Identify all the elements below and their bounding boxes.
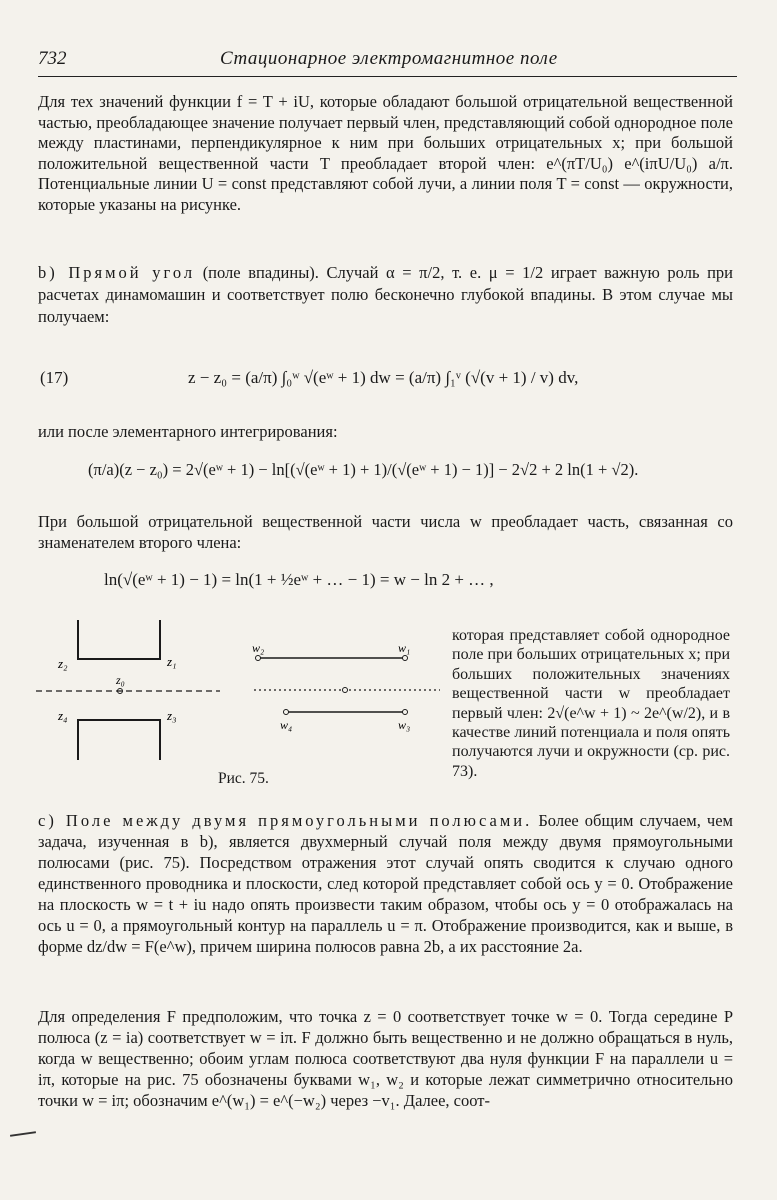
section-c-heading: c) Поле между двумя прямоугольными полюсами. — [38, 811, 533, 830]
figure-75 — [30, 612, 440, 772]
equation-17-number: (17) — [40, 368, 69, 387]
section-c-text: Более общим случаем, чем задача, изученная в b), является двухмерный случай поля между двумя прямоугольными полюсами (рис. 75). Посредством отражения этот случай опять сводится к случаю одного единственного проводника и плоскости, след которой представляет собой ось y = 0. Отображение на плоскость w = t + iu надо опять произвести таким образом, чтобы ось y = 0 отображалась на ось u = 0, а прямоугольный контур на параллель u = π. Отображение производится, как и выше, в форме dz/dw = F(e^w), причем ширина полюсов равна 2b, а их расстояние 2a. — [38, 811, 733, 956]
label-w3: w₃ — [398, 718, 411, 732]
paragraph-1: Для тех значений функции f = T + iU, которые обладают большой отрицательной вещественной частью, преобладающее значение получает первый член, представляющий собой однородное поле между пластинами, перпендикулярное к ним при больших отрицательных x; при большой положительной вещественной части T преобладает второй член: e^(πT/U₀) e^(iπU/U₀) a/π. Потенциальные линии U = const представляют собой лучи, а линии поля T = const — окружности, которые указаны на рисунке. — [38, 92, 733, 214]
label-z1: z₁ — [167, 654, 177, 669]
label-z3: z₃ — [167, 708, 177, 723]
equation-log-expansion: ln(√(eʷ + 1) − 1) = ln(1 + ½eʷ + … − 1) = w − ln 2 + … , — [104, 570, 494, 589]
figure-caption: Рис. 75. — [218, 770, 269, 787]
point-w1 — [403, 656, 408, 661]
section-b-heading: b) Прямой угол — [38, 263, 196, 282]
label-z0: z₀ — [116, 673, 125, 687]
upper-pole-contour — [78, 620, 160, 659]
margin-mark — [10, 1131, 36, 1137]
lower-pole-contour — [78, 720, 160, 760]
paragraph-3: или после элементарного интегрирования: — [38, 422, 338, 441]
page-number: 732 — [38, 48, 67, 69]
label-w1: w₁ — [398, 641, 411, 655]
origin-w — [343, 688, 348, 693]
paragraph-4: При большой отрицательной вещественной части числа w преобладает часть, связанная со знаменателем второго члена: — [38, 512, 733, 552]
equation-17: z − z₀ = (a/π) ∫₀ʷ √(eʷ + 1) dw = (a/π) ∫₁ᵛ (√(v + 1) / v) dv, — [188, 368, 579, 387]
label-z2: z₂ — [58, 656, 68, 671]
label-z4: z₄ — [58, 708, 68, 723]
paragraph-2 — [38, 262, 733, 328]
section-b-text: (поле впадины). Случай α = π/2, т. е. μ = 1/2 играет важную роль при расчетах динамомашин и соответствует полю бесконечно глубокой впадины. В этом случае мы получаем: — [38, 263, 733, 326]
running-title: Стационарное электромагнитное поле — [220, 48, 558, 69]
label-w2: w₂ — [252, 641, 265, 655]
point-w4 — [284, 710, 289, 715]
paragraph-5 — [38, 810, 733, 957]
side-text: которая представляет собой однородное поле при больших отрицательных x; при больших положительных значениях вещественной части w преобладает первый член: 2√(e^w + 1) ~ 2e^(w/2), и в качестве линий потенциала и поля опять получаются лучи и окружности (ср. рис. 73). — [452, 627, 730, 780]
point-w3 — [403, 710, 408, 715]
equation-integrated: (π/a)(z − z₀) = 2√(eʷ + 1) − ln[(√(eʷ + 1) + 1)/(√(eʷ + 1) − 1)] − 2√2 + 2 ln(1 + √2). — [88, 460, 639, 479]
paragraph-6: Для определения F предположим, что точка z = 0 соответствует точке w = 0. Тогда середине P полюса (z = ia) соответствует w = iπ. F должно быть вещественно и не должно обращаться в нуль, когда w вещественно; обоим углам полюса соответствуют два нуля функции F на параллели u = iπ, которые на рис. 75 обозначены буквами w₁, w₂ и которые лежат симметрично относительно точки w = iπ; обозначим e^(w₁) = e^(−w₂) через −v₁. Далее, соот- — [38, 1007, 733, 1110]
label-w4: w₄ — [280, 718, 293, 732]
page-header — [38, 44, 737, 77]
point-w2 — [256, 656, 261, 661]
